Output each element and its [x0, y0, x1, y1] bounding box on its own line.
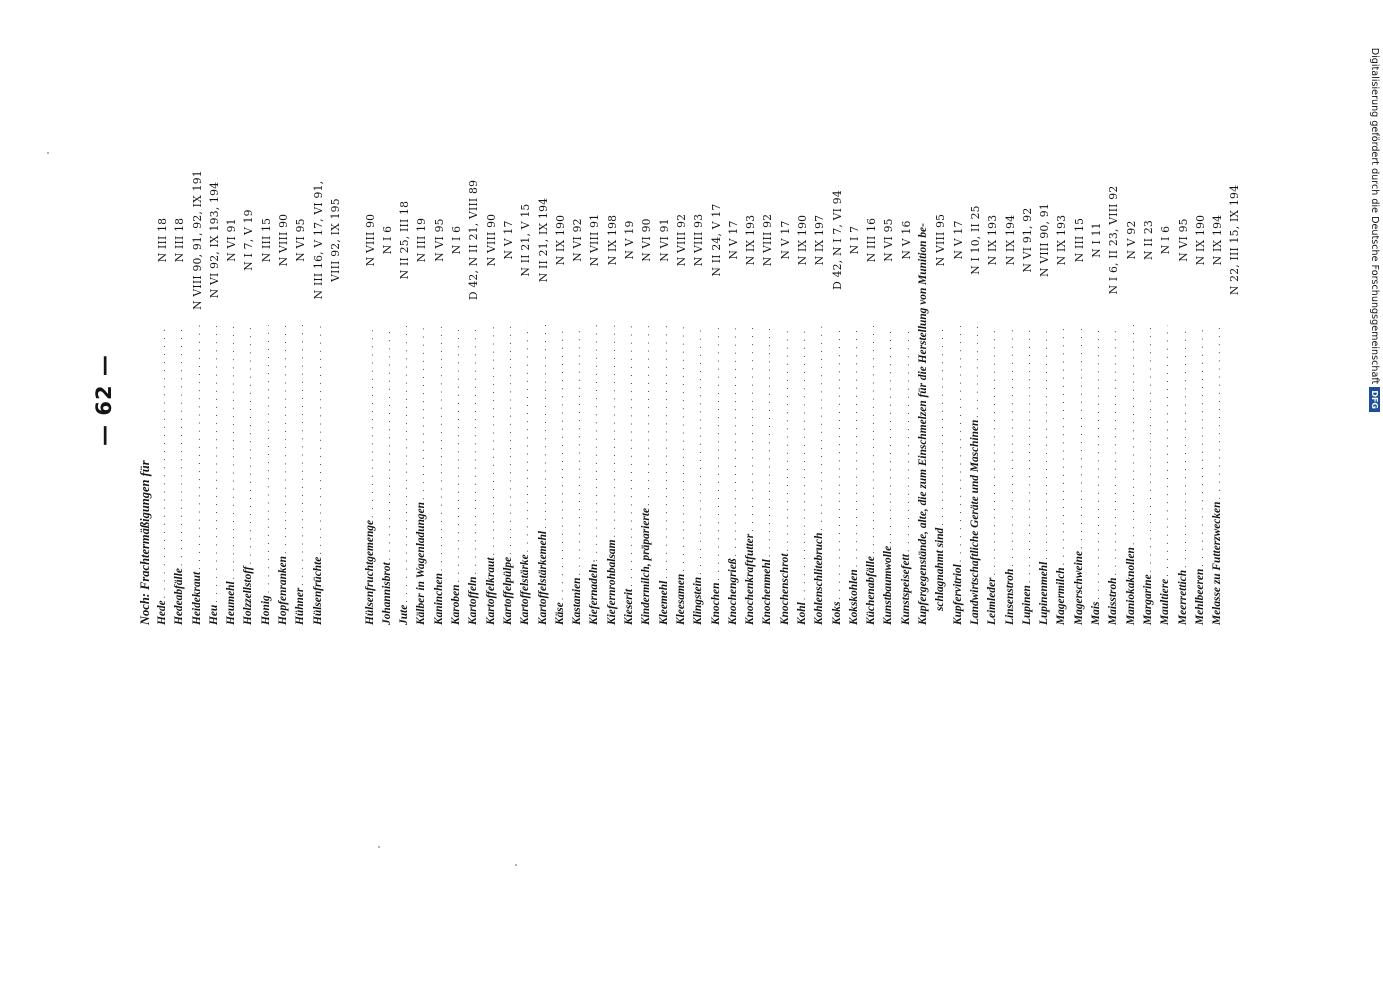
entry-reference: N VIII 90, 91 [1038, 203, 1052, 277]
entry-reference: N V 17 [726, 220, 740, 260]
leader-dots [586, 325, 603, 562]
index-entry [258, 155, 275, 625]
index-entry [638, 155, 655, 625]
index-entry [777, 155, 794, 625]
index-entry [535, 155, 552, 625]
leader-dots [1019, 325, 1036, 583]
entry-term: Knochenschrot [778, 553, 791, 625]
entry-reference: N III 16, V 17, VI 91, [311, 180, 325, 300]
leader-dots [258, 325, 275, 593]
index-entry [1140, 155, 1157, 625]
credit-text: Digitalisierung gefördert durch die Deutsche Forschungsgemeinschaft [1369, 47, 1381, 385]
entry-term: Kunstspeisefett [899, 554, 912, 625]
index-entry [1192, 155, 1209, 625]
index-entry [1105, 155, 1122, 625]
entry-term: Mehlbeeren [1193, 568, 1206, 625]
leader-dots [690, 325, 707, 575]
entry-reference: N II 21, IX 194 [536, 197, 550, 283]
entry-reference: N VIII 92 [674, 213, 688, 267]
entry-term: Landwirtschaftliche Geräte und Maschinen [968, 419, 981, 625]
scan-speck [515, 864, 517, 866]
entry-reference: N III 19 [415, 217, 429, 263]
entry-term: Lupinenmehl [1038, 561, 1051, 625]
index-entry [1053, 155, 1070, 625]
dfg-logo: DFG [1370, 387, 1381, 412]
leader-dots [1175, 325, 1192, 568]
entry-term: Kindermilch, präparierte [640, 507, 653, 625]
leader-dots [880, 325, 897, 544]
entry-reference: N VI 95 [882, 218, 896, 262]
entry-reference: N I 6, II 23, VIII 92 [1107, 185, 1121, 295]
entry-term: Heumehl [225, 581, 238, 625]
entry-reference: N I 6 [380, 225, 394, 255]
leader-dots [552, 325, 569, 600]
entry-term: Kleemehl [657, 580, 670, 625]
entry-term: Kartoffelstärke [519, 554, 532, 625]
entry-term: Kieserit [623, 588, 636, 625]
leader-dots [413, 325, 430, 500]
entry-term: Kastanien [571, 577, 584, 625]
entry-reference: N VIII 90 [363, 213, 377, 267]
entry-term: Hülsenfrüchte [311, 556, 324, 625]
index-entry [829, 155, 846, 625]
index-entry [154, 155, 171, 625]
leader-dots [984, 325, 1001, 576]
entry-term: Kaninchen [432, 573, 445, 625]
entry-term: Kartoffelpülpe [501, 556, 514, 625]
index-entry [708, 155, 725, 625]
entry-term: schlagnahmt sind [934, 527, 947, 611]
leader-dots [725, 325, 742, 557]
index-entry [586, 155, 603, 625]
entry-reference: N VI 95 [1176, 218, 1190, 262]
index-entry [1071, 155, 1088, 625]
entry-reference: N 22, III 15, IX 194 [1228, 184, 1242, 296]
entry-reference: N VIII 90, 91, 92, IX 191 [190, 170, 204, 310]
index-entry [189, 155, 206, 625]
entry-reference: N VI 95 [432, 218, 446, 262]
index-entry [413, 155, 430, 625]
index-entry [292, 155, 309, 625]
leader-dots [154, 325, 171, 598]
leader-dots [483, 325, 500, 555]
leader-dots [275, 325, 292, 554]
index-entry [552, 155, 569, 625]
index-entry [431, 155, 448, 625]
page-number: — 62 — [92, 354, 116, 446]
leader-dots [1123, 325, 1140, 545]
index-entry [742, 155, 759, 625]
index-entry [725, 155, 742, 625]
leader-dots [206, 325, 223, 603]
index-entry [1123, 155, 1140, 625]
index-entry [362, 155, 379, 625]
leader-dots [656, 325, 673, 579]
entry-term: Hedeabfälle [173, 568, 186, 625]
entry-term: Linsenstroh [1003, 568, 1016, 625]
index-entry [932, 155, 949, 625]
index-entry [984, 155, 1001, 625]
entry-term: Kupfervitriol [951, 564, 964, 625]
credit-line [1364, 12, 1383, 412]
index-entry [880, 155, 897, 625]
entry-reference: N IX 193 [986, 214, 1000, 266]
leader-dots [1002, 325, 1019, 567]
entry-term: Jute [398, 604, 411, 625]
entry-term: Hopfenranken [277, 556, 290, 625]
index-entry [1019, 155, 1036, 625]
index-entry [379, 155, 396, 625]
leader-dots [171, 325, 188, 566]
index-entry [240, 155, 257, 625]
leader-dots [1088, 325, 1105, 600]
scan-speck [47, 152, 49, 154]
leader-dots [811, 325, 828, 531]
index-entry [1209, 155, 1226, 625]
leader-dots [777, 325, 794, 551]
entry-reference: N V 16 [899, 220, 913, 260]
leader-dots [448, 325, 465, 582]
entry-reference: N II 25, III 18 [398, 200, 412, 280]
entry-reference: N VI 95 [294, 218, 308, 262]
leader-dots [362, 325, 379, 518]
index-entry [569, 155, 586, 625]
leader-dots [569, 325, 586, 576]
index-entry [1036, 155, 1053, 625]
entry-term: Magermilch [1055, 567, 1068, 625]
leader-dots [1157, 325, 1174, 577]
leader-dots [1071, 325, 1088, 549]
entry-reference: N I 10, II 25 [968, 205, 982, 275]
entry-term: Knochenmehl [761, 559, 774, 625]
entry-reference: N IX 193 [1055, 214, 1069, 266]
index-entry [517, 155, 534, 625]
index-entry [483, 155, 500, 625]
entry-term: Kleesamen [674, 573, 687, 625]
entry-reference: N I 7 [847, 225, 861, 255]
entry-term: Knochen [709, 582, 722, 625]
leader-dots [846, 325, 863, 567]
entry-term: Maniokaknollen [1124, 547, 1137, 625]
index-entry [1002, 155, 1019, 625]
entry-term: Margarine [1141, 574, 1154, 625]
entry-reference: N VIII 92 [761, 213, 775, 267]
index-entry [950, 155, 967, 625]
entry-term: Holzzellstoff [242, 566, 255, 625]
entry-term: Hühner [294, 587, 307, 625]
index-entry [223, 155, 240, 625]
entry-reference: VIII 92, IX 195 [328, 198, 342, 282]
index-entry [604, 155, 621, 625]
leader-dots [465, 325, 482, 574]
index-entry [1088, 155, 1105, 625]
entry-reference: N I 7, V 19 [242, 209, 256, 271]
entry-term: Kartoffelstärkemehl [536, 530, 549, 625]
entry-reference: N V 19 [623, 220, 637, 260]
entry-term: Heidekraut [190, 571, 203, 625]
entry-term: Mais [1090, 601, 1103, 625]
entry-reference: N VIII 95 [934, 213, 948, 267]
leader-dots [310, 325, 327, 555]
index-entry [759, 155, 776, 625]
entry-reference: N III 18 [156, 217, 169, 263]
entry-reference: N V 92 [1124, 220, 1138, 260]
entry-reference: N IX 190 [1193, 214, 1207, 266]
index-entry [1157, 155, 1174, 625]
entry-reference: N VIII 90 [484, 213, 498, 267]
index-entry [448, 155, 465, 625]
leader-dots [621, 325, 638, 587]
scan-speck [593, 560, 595, 562]
entry-term: Kohlenschlitebruch [813, 532, 826, 625]
leader-dots [673, 325, 690, 572]
index-entry [327, 155, 344, 625]
entry-reference: N V 17 [778, 220, 792, 260]
entry-term: Magerschweine [1072, 550, 1085, 625]
entry-reference: D 42, N II 21, VIII 89 [467, 179, 481, 301]
entry-reference: N III 15 [259, 217, 273, 263]
entry-term: Kälber in Wagenladungen [415, 501, 428, 625]
entry-reference: N I 6 [1159, 225, 1173, 255]
leader-dots [898, 325, 915, 552]
entry-reference: N VI 90 [640, 218, 654, 262]
entry-term: Maisstroh [1107, 577, 1120, 625]
entry-reference: N IX 194 [1003, 214, 1017, 266]
entry-term: Hülsenfruchtgemenge [363, 519, 376, 625]
index-entry [690, 155, 707, 625]
leader-dots [1105, 325, 1122, 576]
entry-term: Heu [207, 604, 220, 625]
entry-reference: N I 11 [1090, 222, 1104, 258]
entry-term: Maultiere [1159, 578, 1172, 625]
entry-reference: N VI 92 [571, 218, 585, 262]
index-entry [967, 155, 984, 625]
index-entry [500, 155, 517, 625]
entry-term: Käse [553, 602, 566, 625]
entry-term: Hede [156, 600, 168, 625]
index-entry [1226, 155, 1243, 625]
scan-speck [378, 846, 380, 848]
leader-dots [535, 325, 552, 529]
entry-term: Leimleder [986, 577, 999, 625]
index-entry [915, 155, 932, 625]
entry-term: Johannisbrot [380, 562, 393, 625]
leader-dots [1192, 325, 1209, 567]
leader-dots [1036, 325, 1053, 560]
leader-dots [950, 325, 967, 562]
entry-reference: N VI 91 [225, 218, 239, 262]
index-entry [171, 155, 188, 625]
entry-reference: N IX 198 [605, 214, 619, 266]
entry-term: Karoben [450, 584, 463, 625]
index-entry [1175, 155, 1192, 625]
leader-dots [431, 325, 448, 571]
entry-term: Knochenkraftfutter [744, 533, 757, 625]
entry-reference: N IX 194 [1211, 214, 1225, 266]
entry-term: Knochengrieß [726, 558, 739, 625]
section-header: Noch: Frachtermäßigungen für [138, 460, 152, 625]
index-entry [465, 155, 482, 625]
entry-reference: N II 21, V 15 [519, 203, 533, 277]
leader-dots [708, 325, 725, 581]
entry-term: Kohl [795, 602, 808, 625]
entry-reference: N V 17 [951, 220, 965, 260]
entry-reference: N VIII 91 [588, 213, 602, 267]
entry-reference: N III 18 [173, 217, 187, 263]
entry-term: Koks [830, 601, 843, 625]
entry-reference: N IX 190 [553, 214, 567, 266]
entry-term: Kiefernrohbalsam [605, 539, 618, 625]
leader-dots [794, 325, 811, 600]
leader-dots [863, 325, 880, 554]
leader-dots [240, 325, 257, 564]
entry-reference: N IX 193 [744, 214, 758, 266]
entry-term: Lupinen [1020, 585, 1033, 625]
leader-dots [759, 325, 776, 557]
entry-gap [344, 155, 361, 625]
entry-reference: D 42, N I 7, VI 94 [830, 190, 844, 290]
entry-term: Kokskohlen [847, 569, 860, 625]
entry-reference: N VI 92, IX 193, 194 [207, 181, 221, 299]
entry-term: Meerrettich [1176, 569, 1189, 625]
index-entry [621, 155, 638, 625]
leader-dots [379, 325, 396, 560]
index-entry [656, 155, 673, 625]
entry-term: Melasse zu Futterzwecken [1211, 501, 1224, 625]
entry-reference: N VI 91, 92 [1020, 207, 1034, 273]
leader-dots [967, 325, 984, 418]
entry-reference: N III 15 [1072, 217, 1086, 263]
leader-dots [396, 325, 413, 603]
index-entry [863, 155, 880, 625]
index-entry [794, 155, 811, 625]
entry-reference: N III 16 [865, 217, 879, 263]
index-entry [310, 155, 327, 625]
leader-dots [604, 325, 621, 538]
entry-reference: N II 23 [1141, 220, 1155, 260]
entry-term: Kunstbaumwolle [882, 545, 895, 625]
leader-dots [1140, 325, 1157, 572]
index-entry [396, 155, 413, 625]
leader-dots [223, 325, 240, 579]
index-entry [898, 155, 915, 625]
leader-dots [932, 325, 949, 526]
leader-dots [189, 325, 206, 570]
entry-reference: N VIII 90 [277, 213, 291, 267]
index-entry [846, 155, 863, 625]
entry-term: Honig [259, 595, 272, 625]
entry-reference: N IX 197 [813, 214, 827, 266]
entry-reference: N V 17 [501, 220, 515, 260]
entry-term: Kartoffelkraut [484, 557, 497, 625]
entry-reference: N VI 91 [657, 218, 671, 262]
index-entry [275, 155, 292, 625]
index-entry [811, 155, 828, 625]
leader-dots [292, 325, 309, 586]
entry-term: Klingstein [692, 576, 705, 625]
index-entry [206, 155, 223, 625]
entry-term: Kartoffeln [467, 576, 480, 625]
entry-term: Küchenabfälle [865, 556, 878, 625]
leader-dots [1053, 325, 1070, 565]
entry-term: Kupfergegenstände, alte, die zum Einschmelzen für die Herstellung von Munition be- [917, 223, 930, 625]
entry-reference: N IX 190 [795, 214, 809, 266]
index-list [154, 155, 1244, 625]
leader-dots [500, 325, 517, 555]
index-entry [673, 155, 690, 625]
entry-reference: N II 24, V 17 [709, 203, 723, 277]
leader-dots [829, 325, 846, 600]
leader-dots [1209, 325, 1226, 500]
entry-reference: N I 6 [450, 225, 464, 255]
leader-dots [638, 325, 655, 506]
entry-reference: N VIII 93 [692, 213, 706, 267]
leader-dots [742, 325, 759, 532]
entry-term: Kiefernadeln [588, 563, 601, 625]
leader-dots [517, 325, 534, 552]
